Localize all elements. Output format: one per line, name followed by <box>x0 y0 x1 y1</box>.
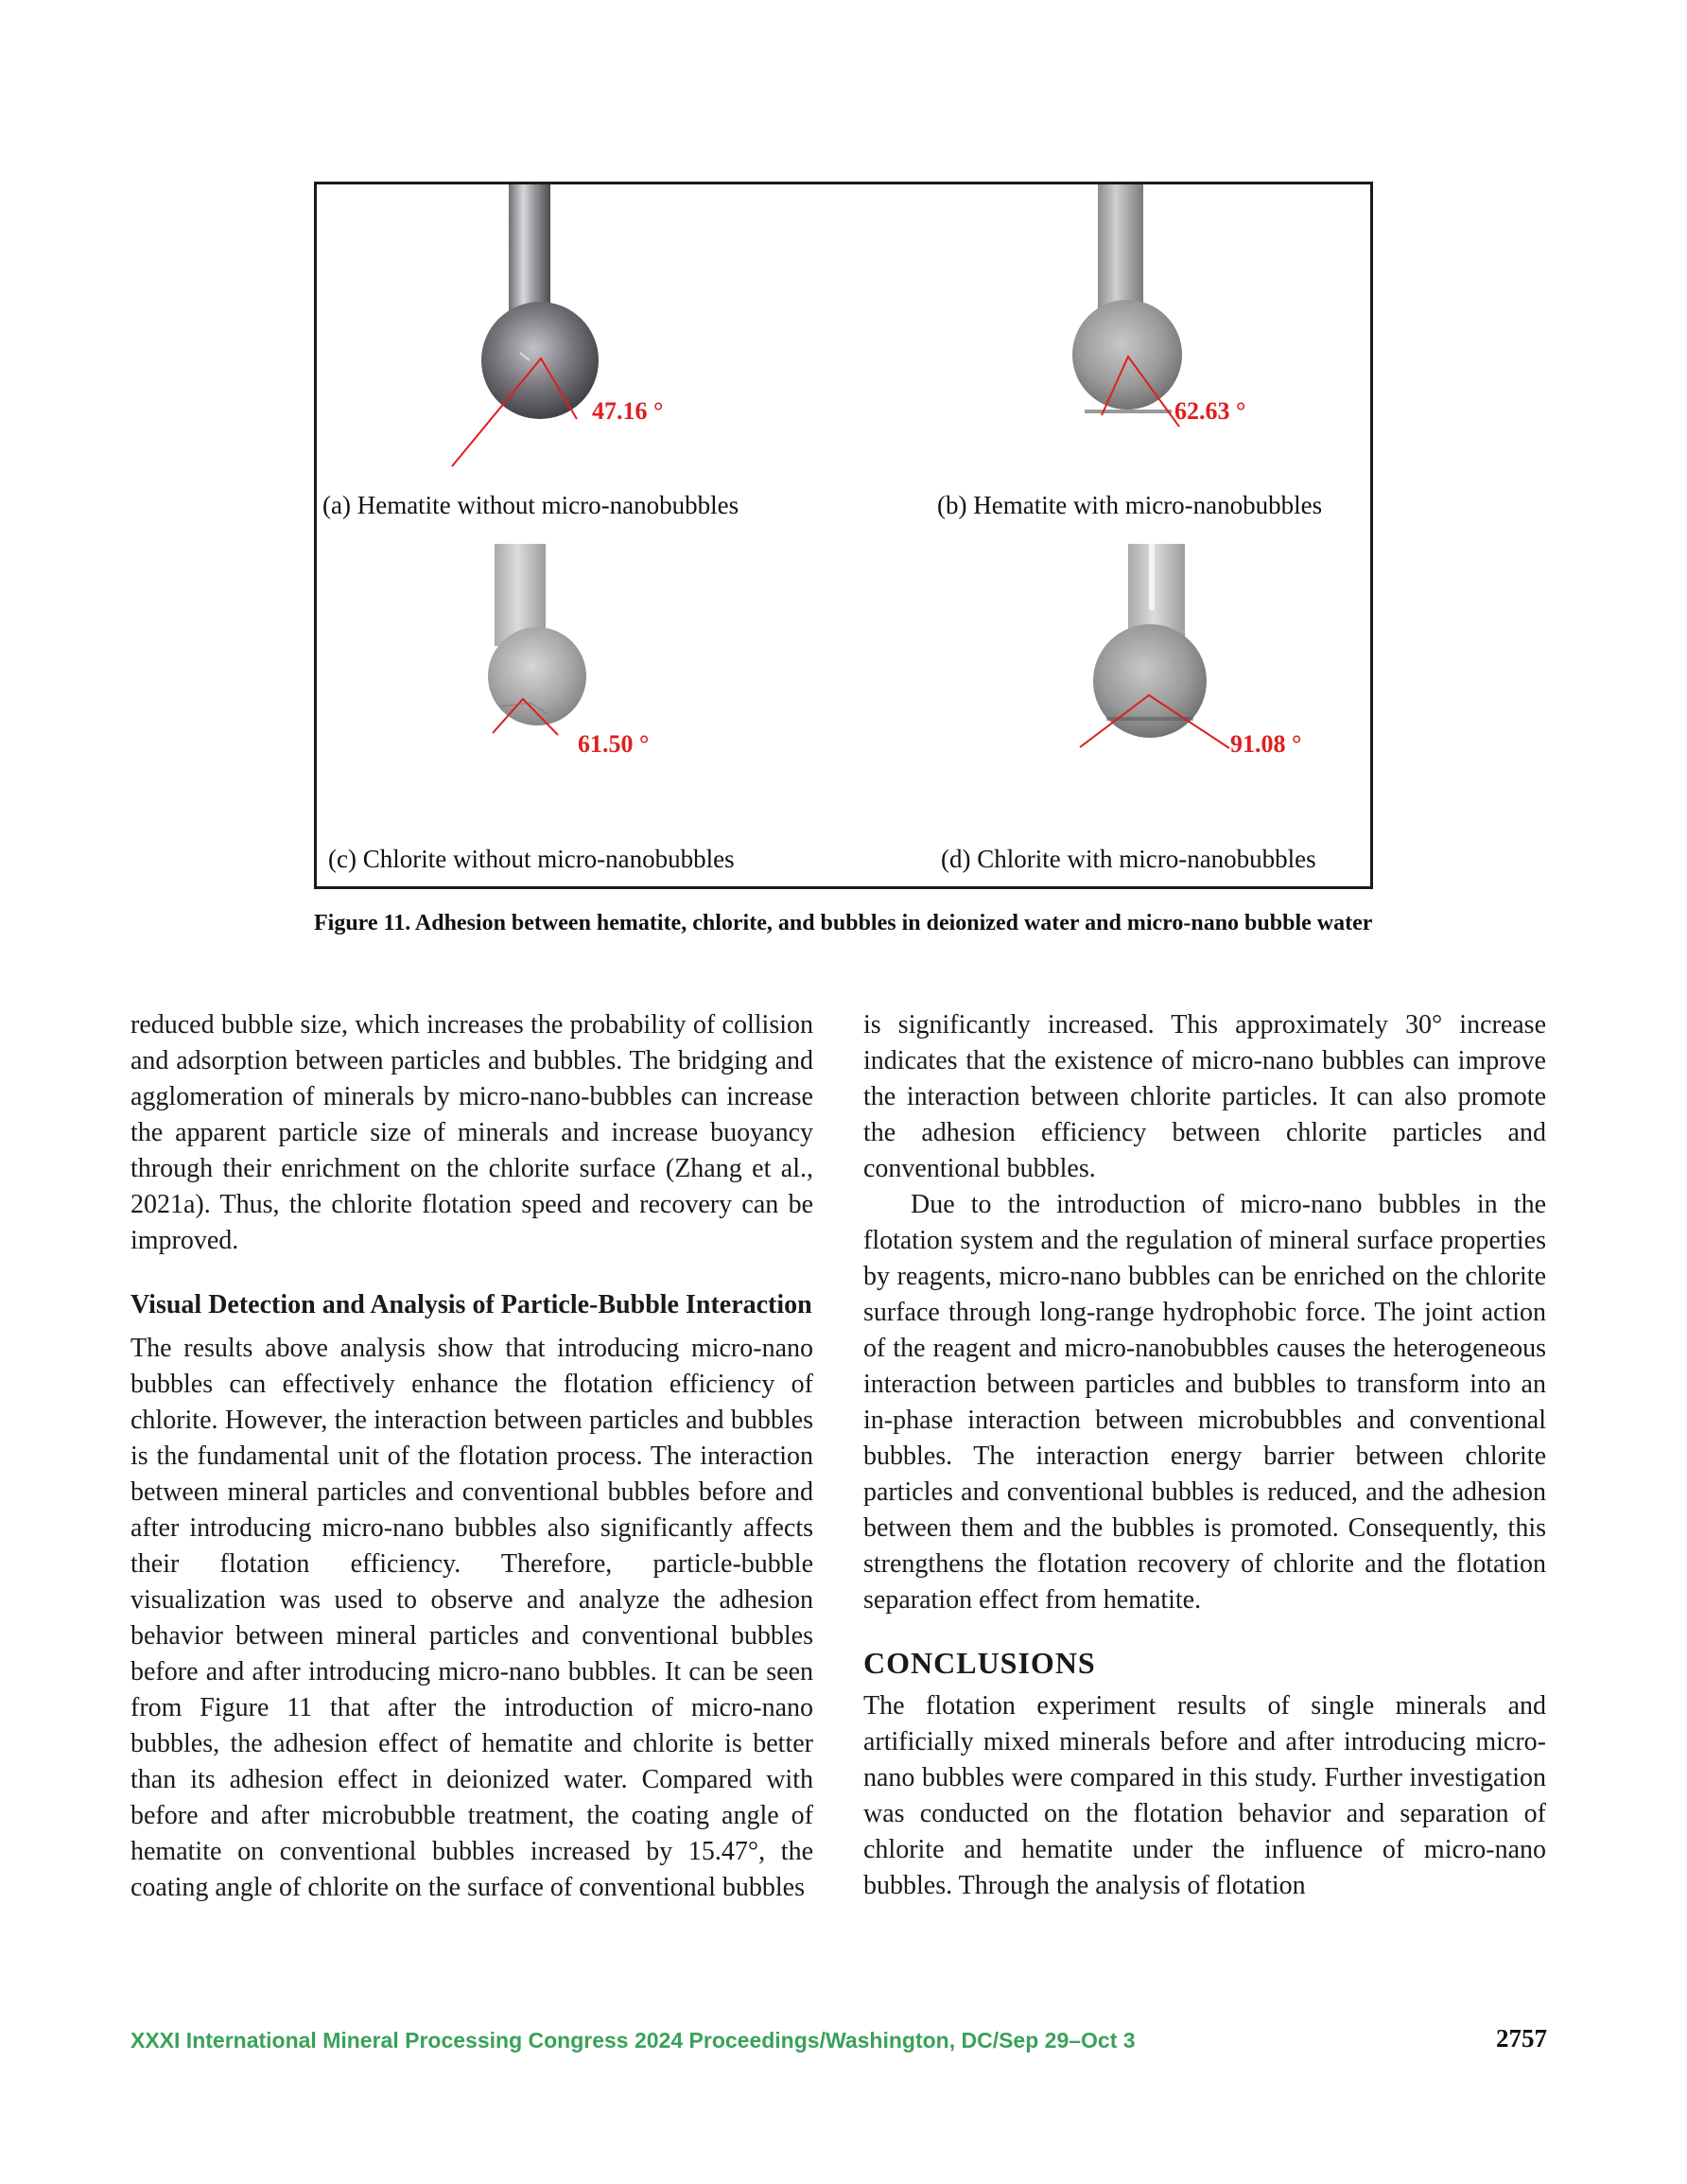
panel-b-image <box>1072 184 1182 427</box>
figure-caption: Figure 11. Adhesion between hematite, chlorite, and bubbles in deionized water and micro-nano bubble water <box>314 911 1373 935</box>
panel-d-image <box>1080 544 1229 748</box>
page-number: 2757 <box>1496 2024 1547 2053</box>
body-paragraph: Due to the introduction of micro-nano bubbles in the flotation system and the regulation of mineral surface properties by reagents, micro-nano bubbles can be enriched on the chlorite surface through long-range hydrophobic force. The joint action of the reagent and micro-nanobubbles causes the heterogeneous interaction between particles and bubbles to transform into an in-phase interaction between microbubbles and conventional bubbles. The interaction energy barrier between chlorite particles and conventional bubbles is reduced, and the adhesion between them and the bubbles is promoted. Consequently, this strengthens the flotation recovery of chlorite and the flotation separation effect from hematite. <box>863 1190 1546 1615</box>
panel-a-angle: 47.16 ° <box>592 397 664 425</box>
left-column <box>130 1007 813 1906</box>
panel-b-label: (b) Hematite with micro-nanobubbles <box>937 491 1323 519</box>
panel-b-angle: 62.63 ° <box>1174 397 1246 425</box>
figure-11 <box>314 182 1373 889</box>
panel-c-angle: 61.50 ° <box>578 730 650 758</box>
body-paragraph: The flotation experiment results of single minerals and artificially mixed minerals before and after introducing micro-nano bubbles were compared in this study. Further investigation was conducted on the flotation behavior and separation of chlorite and hematite under the influence of micro-nano bubbles. Through the analysis of flotation <box>863 1691 1546 1900</box>
panel-d-label: (d) Chlorite with micro-nanobubbles <box>941 845 1316 873</box>
panel-c-image <box>488 544 586 735</box>
body-paragraph: reduced bubble size, which increases the probability of collision and adsorption between particles and bubbles. The bridging and agglomeration of minerals by micro-nano-bubbles can increase the apparent particle size of minerals and increase buoyancy through their enrichment on the chlorite surface (Zhang et al., 2021a). Thus, the chlorite flotation speed and recovery can be improved. <box>130 1010 813 1255</box>
panel-d-angle: 91.08 ° <box>1230 730 1302 758</box>
section-heading: CONCLUSIONS <box>863 1646 1096 1680</box>
body-paragraph: The results above analysis show that introducing micro-nano bubbles can effectively enhance the flotation efficiency of chlorite. However, the interaction between particles and bubbles is the fundamental unit of the flotation process. The interaction between mineral particles and conventional bubbles before and after introducing micro-nano bubbles also significantly affects their flotation efficiency. Therefore, particle-bubble visualization was used to observe and analyze the adhesion behavior between mineral particles and conventional bubbles before and after introducing micro-nano bubbles. It can be seen from Figure 11 that after the introduction of micro-nano bubbles, the adhesion effect of hematite and chlorite is better than its adhesion effect in deionized water. Compared with before and after microbubble treatment, the coating angle of hematite on conventional bubbles increased by 15.47°, the coating angle of chlorite on the surface of conventional bubbles <box>130 1334 813 1902</box>
right-column <box>863 1007 1546 1904</box>
panel-a-label: (a) Hematite without micro-nanobubbles <box>322 491 739 519</box>
body-paragraph: is significantly increased. This approximately 30° increase indicates that the existence of micro-nano bubbles can improve the interaction between chlorite particles. It can also promote the adhesion efficiency between chlorite particles and conventional bubbles. <box>863 1010 1546 1183</box>
panel-a-image <box>452 184 599 466</box>
bubble-adhesion-photos <box>317 184 1370 886</box>
footer-conference: XXXI International Mineral Processing Congress 2024 Proceedings/Washington, DC/Sep 29–Oct 3 <box>130 2028 1136 2053</box>
subsection-heading: Visual Detection and Analysis of Particle-Bubble Interaction <box>130 1290 812 1319</box>
panel-c-label: (c) Chlorite without micro-nanobubbles <box>328 845 735 873</box>
